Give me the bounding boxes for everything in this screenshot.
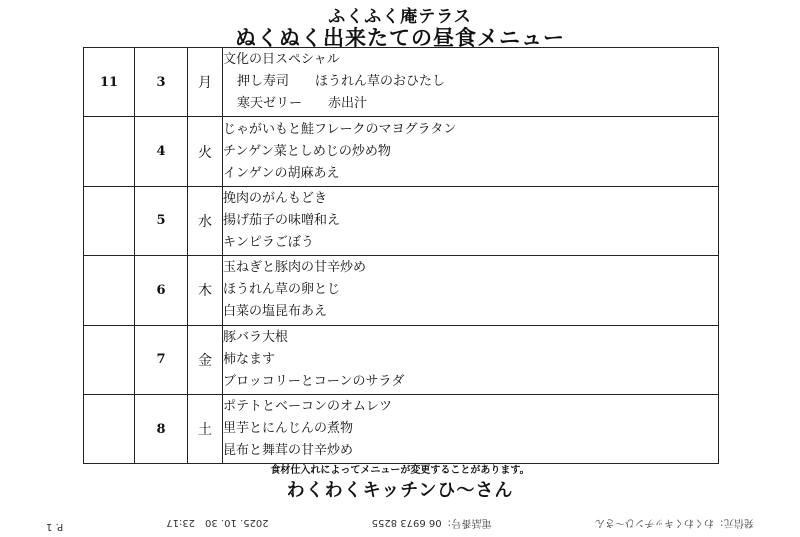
dish-item: 昆布と舞茸の甘辛炒め [223,443,354,459]
lunch-menu-table [83,47,719,464]
day-number: 8 [135,394,188,463]
weekday: 木 [188,256,223,325]
dish-list [223,117,719,186]
dish-item: 文化の日スペシャル [223,52,340,68]
dish-item: 押し寿司 ほうれん草のおひたし [237,74,446,90]
weekday: 金 [188,325,223,394]
month-cell-empty [84,117,135,186]
month-cell-empty [84,394,135,463]
weekday: 土 [188,394,223,463]
dish-item: ブロッコリーとコーンのサラダ [223,373,405,389]
dish-item: ポテトとベーコンのオムレツ [223,399,393,415]
dish-item: ほうれん草の卵とじ [223,282,341,298]
weekday: 水 [188,186,223,255]
menu-row-day-7 [84,325,719,394]
day-number: 3 [135,48,188,117]
menu-row-day-8 [84,394,719,463]
fax-sender: 発信元：わくわくキッチンひ～さん [594,517,754,528]
fax-header-line [40,517,760,532]
menu-row-day-4 [84,117,719,186]
menu-row-day-5 [84,186,719,255]
dish-item: 揚げ茄子の味噌和え [223,212,341,228]
dish-item: チンゲン菜としめじの炒め物 [223,143,391,159]
dish-item: 白菜の塩昆布あえ [223,304,328,320]
kitchen-name: わくわくキッチンひ～さん [286,480,514,501]
dish-item: インゲンの胡麻あえ [223,165,340,181]
month-cell-empty [84,186,135,255]
dish-item: 柿なます [223,351,276,367]
fax-page: P. 1 [46,521,64,532]
dish-list [223,48,719,117]
fax-datetime: 2025. 10. 30 23:17 [166,517,269,528]
weekday: 月 [188,48,223,117]
month-cell-empty [84,325,135,394]
dish-item: 玉ねぎと豚肉の甘辛炒め [223,260,367,276]
dish-item: 里芋とにんじんの煮物 [223,421,354,437]
day-number: 4 [135,117,188,186]
menu-change-notice: 食材仕入れによってメニューが変更することがあります。 [270,465,530,476]
dish-list [223,186,719,255]
day-number: 7 [135,325,188,394]
month-cell-empty [84,256,135,325]
fax-phone: 電話番号：06 6973 8255 [371,517,492,528]
dish-list [223,394,719,463]
dish-item: 挽肉のがんもどき [223,190,328,206]
dish-item: 豚バラ大根 [223,329,289,345]
menu-title: ぬくぬく出来たての昼食メニュー [235,26,565,50]
day-number: 5 [135,186,188,255]
dish-list [223,256,719,325]
dish-list [223,325,719,394]
dish-item: じゃがいもと鮭フレークのマヨグラタン [223,121,457,137]
facility-name: ふくふく庵テラス [328,7,472,27]
day-number: 6 [135,256,188,325]
dish-item: 寒天ゼリー 赤出汁 [237,96,368,112]
dish-item: キンピラごぼう [223,234,314,250]
menu-row-day-6 [84,256,719,325]
month-cell: 11 [84,48,135,117]
menu-row-day-3 [84,48,719,117]
weekday: 火 [188,117,223,186]
